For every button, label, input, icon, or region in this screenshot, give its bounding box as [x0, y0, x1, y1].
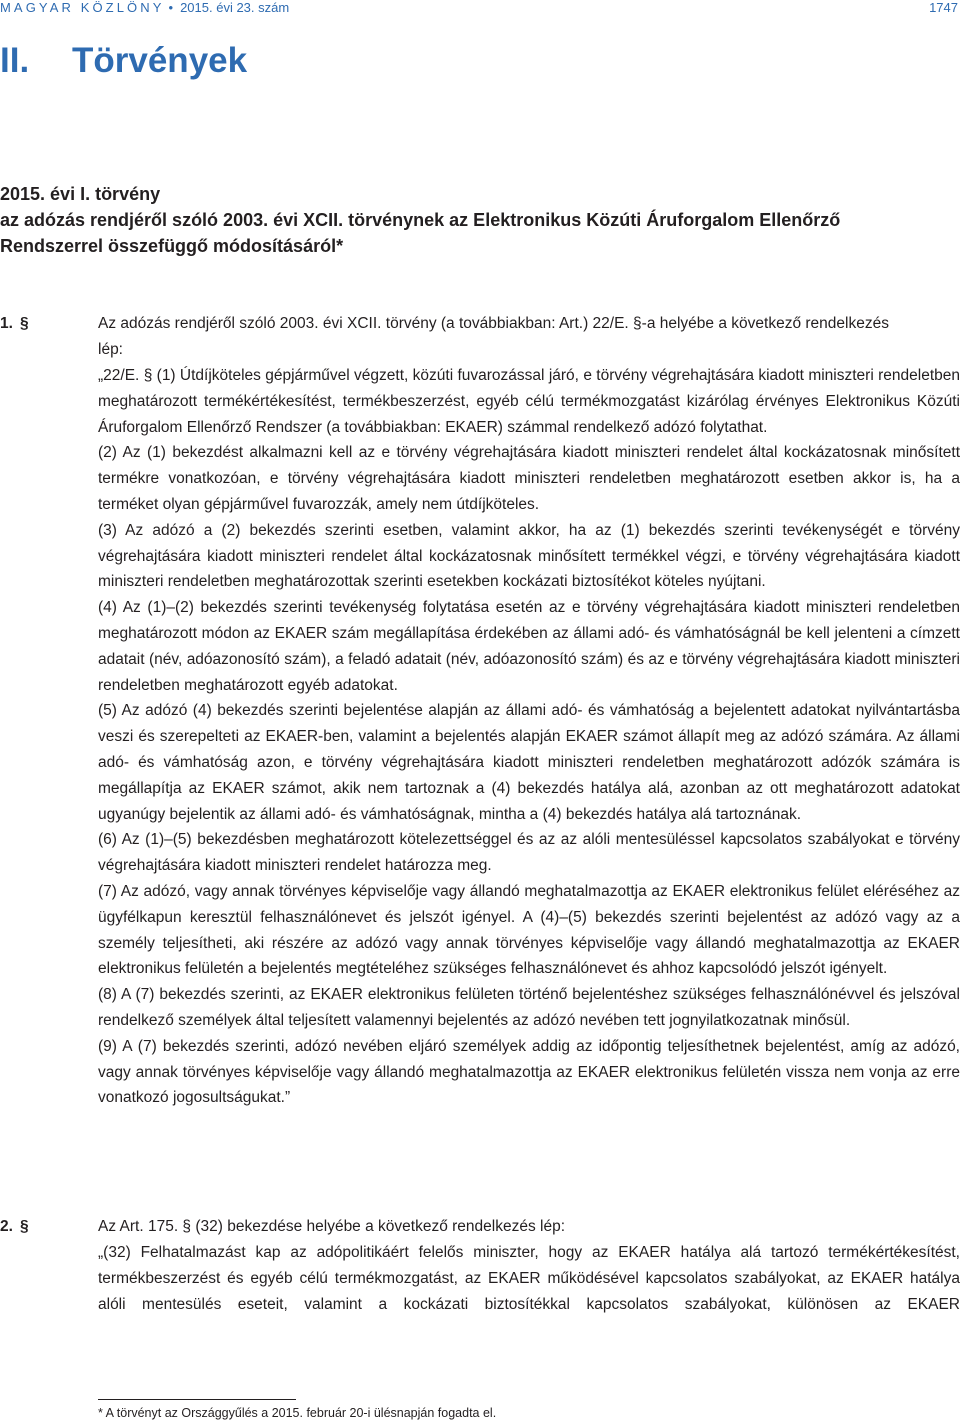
section-2-number: 2. — [0, 1218, 13, 1235]
amendment-paragraph-5: (5) Az adózó (4) bekezdés szerinti bejelentése alapján az állami adó- és vámhatóság a bejelentett adatokat nyilvántartásba veszi és szerepelteti az EKAER-ben, valamint a bejelentés alapján EKAER számot állapít meg az adózó számára. Az állami adó- és vámhatóság azon, e törvény végrehajtására kiadott miniszteri rendeletben meghatározott adózók számára is megállapítja az EKAER számot, akik nem tartoznak a (4) bekezdés hatálya alá, azonban az ott meghatározott adatokat ugyanúgy bejelentik az állami adó- és vámhatóságnak, mintha a (4) bekezdés hatálya alá tartoznának. — [98, 702, 960, 823]
journal-issue-line — [0, 0, 289, 16]
section-1-header — [0, 311, 960, 337]
section-2-lead: Az Art. 175. § (32) bekezdése helyébe a következő rendelkezés lép: — [98, 1218, 566, 1235]
section-1-amendment — [98, 363, 960, 1111]
act-number: 2015. évi I. törvény — [0, 184, 161, 204]
section-1-number: 1. — [0, 315, 13, 332]
amendment-paragraph-8: (8) A (7) bekezdés szerinti, az EKAER elektronikus felületen történő bejelentéshez szükséges felhasználónévvel és jelszóval rendelkező személyek által teljesített valamennyi bejelentés az adózó nevében tett jognyilatkozatnak minősül. — [98, 986, 960, 1029]
section-1-lead-line2: lép: — [98, 341, 123, 358]
footnote: * A törvényt az Országgyűlés a 2015. február 20-i ülésnapján fogadta el. — [98, 1406, 497, 1420]
section-1-lead-cont — [0, 337, 960, 363]
section-2-text: „(32) Felhatalmazást kap az adópolitikáért felelős miniszter, hogy az EKAER hatálya alá tartozó termékértékesítést, termékbeszerzést és egyéb célú termékmozgatást, az EKAER működésével kapcsolatos szabályokat, az EKAER hatálya alóli mentesülés eseteit, valamint a kockázati biztosítékkal kapcsolatos szabályokat, különösen az EKAER — [98, 1244, 960, 1313]
section-1-mark: § — [20, 315, 29, 332]
section-2-header — [0, 1214, 960, 1240]
running-head — [0, 0, 960, 16]
footnote-divider — [98, 1399, 296, 1400]
amendment-paragraph-1: „22/E. § (1) Útdíjköteles gépjárművel végzett, közúti fuvarozással járó, e törvény végrehajtására kiadott miniszteri rendeletben meghatározott termékértékesítést, termékbeszerzést, egyéb célú termékmozgatást kizárólag érvényes Elektronikus Közúti Áruforgalom Ellenőrző Rendszer (a továbbiakban: EKAER) számmal rendelkező adózó folytathat. — [98, 367, 960, 436]
act-title-line: az adózás rendjéről szóló 2003. évi XCII. törvénynek az Elektronikus Közúti Áruforgalom Ellenőrző — [0, 210, 841, 230]
act-title-line: Rendszerrel összefüggő módosításáról* — [0, 236, 344, 256]
section-1-lead: Az adózás rendjéről szóló 2003. évi XCII. törvény (a továbbiakban: Art.) 22/E. §-a helyébe a következő rendelkezés — [98, 315, 889, 332]
amendment-paragraph-7: (7) Az adózó, vagy annak törvényes képviselője vagy állandó meghatalmazottja az EKAER elektronikus felület eléréséhez az ügyfélkapun keresztül felhasználónevet és jelszót igényel. A (4)–(5) bekezdés szerinti bejelentést az adózó vagy az a személy teljesítheti, aki részére az adózó vagy annak törvényes képviselője vagy állandó meghatalmazottja az EKAER elektronikus felületén a bejelentés megtételéhez szükséges felhasználónevet és ahhoz kapcsolódó jelszót igényelt. — [98, 882, 960, 978]
journal-name: MAGYAR KÖZLÖNY — [0, 0, 165, 15]
amendment-paragraph-3: (3) Az adózó a (2) bekezdés szerinti esetben, valamint akkor, ha az (1) bekezdés szerinti tevékenységét e törvény végrehajtására kiadott miniszteri rendelet által kockázatosnak minősített termékkel végzi, e törvény végrehajtására kiadott miniszteri rendeletben meghatározottak szerinti esetekben kockázati biztosítékot köteles nyújtani. — [98, 521, 960, 591]
section-title: Törvények — [72, 41, 248, 80]
act-title — [0, 181, 930, 259]
amendment-paragraph-2: (2) Az (1) bekezdést alkalmazni kell az e törvény végrehajtására kiadott miniszteri rendelet által kockázatosnak minősített termékre vonatkozóan, e törvény végrehajtására kiadott miniszteri rendeletben meghatározott esetben akkor is, ha a terméket olyan gépjárművel fuvarozzák, amely nem útdíjköteles. — [98, 444, 960, 513]
page-number: 1747 — [929, 0, 958, 15]
section-2-mark: § — [20, 1218, 29, 1235]
section-number: II. — [0, 41, 30, 80]
amendment-paragraph-4: (4) Az (1)–(2) bekezdés szerinti tevékenység folytatása esetén az e törvény végrehajtására kiadott miniszteri rendeletben meghatározott módon az EKAER szám megállapítása érdekében az állami adó- és vámhatóságnál be kell jelenteni a címzett adatait (név, adóazonosító szám), a feladó adatait (név, adóazonosító szám) és az e törvény végrehajtására kiadott miniszteri rendeletben meghatározott egyéb adatokat. — [98, 599, 960, 694]
section-2-amendment — [98, 1240, 960, 1317]
bullet-separator: • — [168, 0, 174, 15]
issue-label: 2015. évi 23. szám — [180, 0, 290, 15]
amendment-paragraph-9: (9) A (7) bekezdés szerinti, adózó nevében eljáró személyek addig az időpontig teljesíthetnek bejelentést, amíg az adózó, vagy annak törvényes képviselője vagy állandó meghatalmazottja az EKAER elektronikus felületén vissza nem vonja az erre vonatkozó jogosultságukat.” — [98, 1037, 960, 1107]
amendment-paragraph-6: (6) Az (1)–(5) bekezdésben meghatározott kötelezettséggel és az az alóli mentesüléssel kapcsolatos szabályokat e törvény végrehajtására kiadott miniszteri rendelet határozza meg. — [98, 831, 960, 875]
